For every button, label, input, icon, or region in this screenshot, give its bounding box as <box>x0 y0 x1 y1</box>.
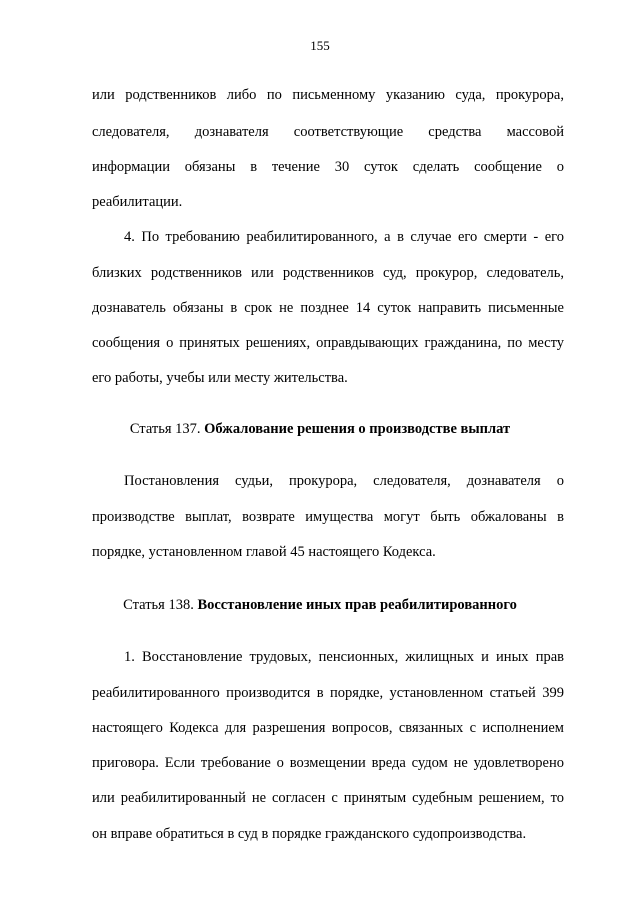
article-137-prefix: Статья 137. <box>129 421 201 437</box>
text-line: или реабилитированный не согласен с принятым судебным решением, то <box>92 790 564 806</box>
text-line: приговора. Если требование о возмещении вреда судом не удовлетворено <box>92 755 564 771</box>
page-number: 155 <box>310 38 330 53</box>
text-line: настоящего Кодекса для разрешения вопросов, связанных с исполнением <box>92 720 564 736</box>
article-138-prefix: Статья 138. <box>123 597 194 613</box>
article-137-heading <box>0 420 640 438</box>
article-138-title: Восстановление иных прав реабилитированного <box>197 597 517 613</box>
text-line: производстве выплат, возврате имущества могут быть обжалованы в <box>92 509 564 525</box>
article-137-title: Обжалование решения о производстве выплат <box>204 421 511 437</box>
text-line: реабилитированного производится в порядке, установленном статьей 399 <box>92 685 564 701</box>
text-line: его работы, учебы или месту жительства. <box>92 370 348 386</box>
article-138-heading <box>0 596 640 614</box>
text-line: он вправе обратиться в суд в порядке гражданского судопроизводства. <box>92 826 527 842</box>
text-line: следователя, дознавателя соответствующие средства массовой <box>92 124 564 140</box>
text-line: или родственников либо по письменному указанию суда, прокурора, <box>92 87 564 103</box>
text-line: близких родственников или родственников суд, прокурор, следователь, <box>92 265 564 281</box>
text-line: дознаватель обязаны в срок не позднее 14 суток направить письменные <box>92 300 564 316</box>
text-line: 1. Восстановление трудовых, пенсионных, жилищных и иных прав <box>124 649 564 665</box>
text-line: порядке, установленном главой 45 настоящего Кодекса. <box>92 544 436 560</box>
text-line: сообщения о принятых решениях, оправдывающих гражданина, по месту <box>92 335 564 351</box>
text-line: информации обязаны в течение 30 суток сделать сообщение о <box>92 159 564 175</box>
text-line: 4. По требованию реабилитированного, а в случае его смерти - его <box>124 229 564 245</box>
text-line: Постановления судьи, прокурора, следователя, дознавателя о <box>124 473 564 489</box>
text-line: реабилитации. <box>92 194 183 210</box>
